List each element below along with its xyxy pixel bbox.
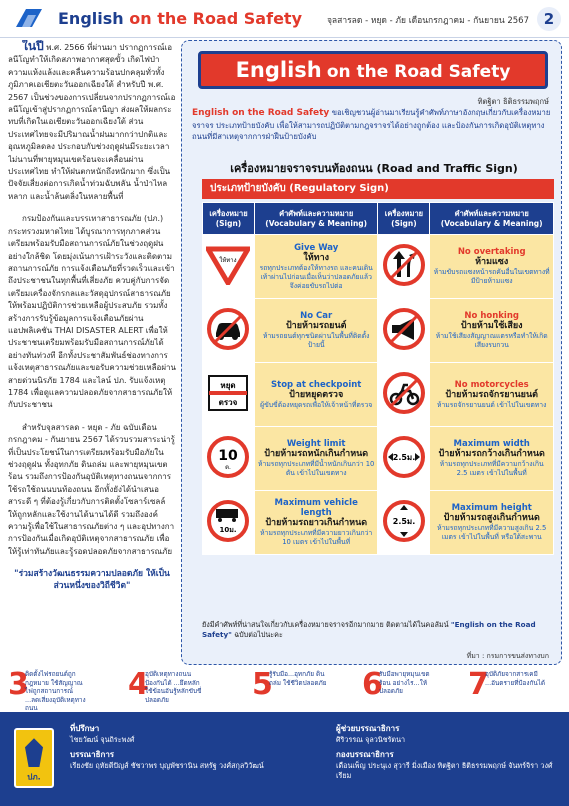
vocab-desc: ห้ามรถยนต์ทุกชนิดผ่านในพื้นที่ติดตั้งป้ายนี้	[262, 332, 370, 349]
vocab-en: Maximum vehicle length	[274, 498, 358, 518]
vocab-en: No Car	[300, 311, 333, 321]
vocab-en: Give Way	[294, 242, 339, 253]
svg-text:10ม.: 10ม.	[219, 525, 237, 534]
vocab-th: ป้ายห้ามรถกว้างเกินกำหนด	[438, 449, 545, 459]
maximum-length-sign-icon	[206, 499, 250, 543]
vocab-en: Weight limit	[286, 439, 346, 449]
col-vocab-header: คำศัพท์และความหมาย (Vocabulary & Meaning)	[430, 203, 554, 235]
table-row	[203, 235, 554, 299]
panel-intro: English on the Road Safety ขอเชิญชวนผู้อ่านมาเรียนรู้คำศัพท์ภาษาอังกฤษเกี่ยวกับเครื่องหมายจราจร ประเภทป้ายบังคับ เพื่อให้สามารถปฏิบัติตามกฎจราจรได้อย่างถูกต้อง และป้องกันการเกิดอุบัติเหตุทางถนนที่มีสาเหตุจากการฝ่าฝืนป้ายบังคับ	[192, 108, 551, 141]
table-row	[203, 491, 554, 555]
vocab-desc: ห้ามรถทุกประเภทที่มีความยาวเกินกว่า 10 เมตร เข้าไปในพื้นที่	[260, 529, 373, 546]
closing-note: ยังมีคำศัพท์ที่น่าสนใจเกี่ยวกับเครื่องหมายจราจรอีกมากมาย ติดตามได้ในคอลัมน์ "English on the Road Safety" ฉบับต่อไปนะคะ	[202, 620, 536, 639]
svg-text:2.5ม.: 2.5ม.	[392, 452, 416, 462]
svg-text:2.5ม.: 2.5ม.	[392, 516, 416, 526]
vocab-desc: ผู้ขับขี่ต้องหยุดรถเพื่อให้เจ้าหน้าที่ตรวจ	[260, 400, 373, 409]
author-byline: ทิตฐิตา ธิติธรรมพฤกษ์	[477, 97, 549, 106]
vocab-th: ป้ายห้ามรถสูงเกินกำหนด	[443, 513, 540, 523]
vocab-en: No overtaking	[457, 247, 526, 257]
no-motorcycles-sign-icon	[382, 371, 426, 415]
col-vocab-header: คำศัพท์และความหมาย (Vocabulary & Meaning)	[254, 203, 378, 235]
vocab-en: Maximum height	[451, 503, 532, 513]
intro-paragraph-2: กรมป้องกันและบรรเทาสาธารณภัย (ปภ.) กระทรวงมหาดไทย ได้บูรณาการทุกภาคส่วนเตรียมพร้อมรับมือสถานการณ์ภัยในช่วงฤดูฝนอย่างใกล้ชิด โดยมุ่งเน้นการเฝ้าระวังและติดตามสถานการณ์ภัย การแจ้งเตือนภัยที่รวดเร็วและเข้าถึงประชาชนในทุกพื้นที่เสี่ยงภัย ควบคู่กับการจัดเตรียมเครื่องจักรกลและวัสดุอุปกรณ์สาธารณภัยให้พร้อมปฏิบัติการช่วยเหลือผู้ประสบภัย รวมทั้งสร้างการรับรู้ข้อมูลการแจ้งเตือนภัยผ่านแอปพลิเคชัน THAI DISASTER ALERT เพื่อให้ประชาชนเตรียมพร้อมรับมือสถานการณ์ภัยได้อย่างทันท่วงที อีกทั้งประชาสัมพันธ์ช่องทางการแจ้งเหตุสาธารณภัยและขอรับความช่วยเหลือผ่านสายด่วนนิรภัย 1784 และไลน์ ปภ. รับแจ้งเหตุ 1784 เพื่อดูแลความปลอดภัยจากสาธารณภัยให้กับประชาชน	[8, 214, 176, 410]
source-credit: ที่มา : กรมการขนส่งทางบก	[466, 652, 549, 660]
tip-item[interactable]	[252, 668, 352, 712]
vocab-desc: ห้ามรถทุกประเภทที่มีน้ำหนักเกินกว่า 10 ตัน เข้าไปในเขตทาง	[258, 460, 375, 477]
svg-text:หยุด: หยุด	[220, 380, 237, 390]
table-row	[203, 299, 554, 363]
tip-item[interactable]	[468, 668, 561, 712]
vocab-en: Stop at checkpoint	[271, 379, 362, 390]
maximum-width-sign-icon	[382, 435, 426, 479]
no-car-sign-icon	[206, 307, 250, 351]
tip-text: รับมือพายุหมุนเขตร้อน อย่างไร...ให้ปลอดภัย	[379, 670, 430, 696]
tip-item[interactable]	[362, 668, 462, 712]
vocab-th: ให้ทาง	[303, 252, 330, 263]
signs-table	[202, 202, 554, 555]
weight-limit-sign-icon	[206, 435, 250, 479]
tip-text: ติดตั้งไฟรถยนต์ถูกกฎหมาย ใช้สัญญาณไฟถูกสถานการณ์ ...ลดเสี่ยงอุบัติเหตุทางถนน	[25, 670, 86, 713]
vocab-th: ป้ายห้ามรถยาวเกินกำหนด	[265, 518, 368, 528]
slogan-quote: "ร่วมสร้างวัฒนธรรมความปลอดภัย ให้เป็นส่วนหนึ่งของวิถีชีวิต"	[14, 569, 170, 592]
tip-text: อุบัติภัยจากสารเคมี ...อันตรายที่ป้องกันได้	[485, 670, 546, 687]
intro-paragraph-1: ในปี พ.ศ. 2566 ที่ผ่านมา ปรากฏการณ์เอลนีโญทำให้เกิดสภาพอากาศสุดขั้ว เกิดไฟป่า ความแห้งแล้งและคลื่นความร้อนปกคลุมทั่วทั้งภูมิภาคเอเชียตะวันออกเฉียงใต้ สำหรับปี พ.ศ. 2567 เป็นช่วงของการเปลี่ยนจากปรากฏการณ์เอลนีโญเข้าสู่ปรากฏการณ์ลานีญา ส่งผลให้ผลกระทบที่เกิดในเอเชียตะวันออกเฉียงใต้ ส่วนประเทศไทยจะมีปริมาณน้ำฝนมากกว่าปกติและอุณหภูมิลดลง ประกอบกับช่วงฤดูฝนมีระยะเวลาไม่นานที่พายุหมุนเขตร้อนจะเคลื่อนผ่านประเทศไทย ทำให้ฝนตกหนักถึงหนักมาก ซึ่งเป็นปัจจัยเสี่ยงต่อการเกิดน้ำท่วมฉับพลัน น้ำป่าไหลหลาก และน้ำล้นตลิ่งในหลายพื้นที่	[8, 40, 176, 201]
vocab-desc: ห้ามขับรถแซงหน้ารถคันอื่นในเขตทางที่มีป้ายห้ามแซง	[433, 268, 550, 285]
tip-number: 6	[362, 667, 383, 702]
brand-logo-icon	[14, 7, 44, 29]
intro-paragraph-3: สำหรับจุลสารลด - หยุด - ภัย ฉบับเดือนกรกฎาคม - กันยายน 2567 ได้รวบรวมสาระน่ารู้ที่เป็นประโยชน์ในการเตรียมพร้อมรับมือภัยในช่วงฤดูฝน ทั้งอุทกภัย ดินถล่ม และพายุหมุนเขตร้อน รวมถึงการป้องกันอุบัติเหตุทางถนนจากการใช้รถใช้ถนนบนท้องถนน อีกทั้งยังได้นำเสนอสาระดี ๆ ที่ต้องรู้เกี่ยวกับการติดตั้งโซลาร์เซลล์ ให้ถูกหลักและใช้งานได้นานได้ดี รวมถึงองค์ความรู้เพื่อใช้ในสาธารณภัยต่าง ๆ และอุปทางกาการป้องกันเมื่อเกิดอุบัติเหตุจากสาธารณภัย เพื่อให้รู้เท่าทันภัยและรู้รอดปลอดภัยจากสาธารณภัย	[8, 422, 175, 556]
tip-text: รู้รับมือ...อุทกภัย ดินถล่ม ใช้ชีวิตปลอดภัย	[269, 670, 327, 687]
svg-text:ตรวจ: ตรวจ	[219, 397, 238, 407]
credits-left: ที่ปรึกษา ไชยวัฒน์ จุนถิระพงศ์ บรรณาธิการ เรียงชัย ฤทัยตีปัญส์ ชัชวาพร บุญพัชรานิน สหรัฐ วงศ์สกุลวิวัฒน์	[70, 724, 264, 770]
svg-text:10: 10	[218, 447, 239, 464]
section-title: เครื่องหมายจราจรบนท้องถนน (Road and Traffic Sign)	[204, 159, 544, 181]
intro-column	[8, 40, 176, 660]
svg-text:ให้ทาง: ให้ทาง	[219, 256, 238, 264]
sign-category-title: ประเภทป้ายบังคับ (Regulatory Sign)	[202, 179, 554, 199]
vocab-desc: ห้ามใช้เสียงสัญญาณแตรหรือทำให้เกิดเสียงรบกวน	[435, 332, 548, 349]
vocab-th: ห้ามแซง	[475, 257, 509, 267]
stop-checkpoint-sign-icon	[206, 373, 250, 413]
page-number: 2	[537, 7, 561, 31]
vocab-desc: ห้ามรถจักรยานยนต์ เข้าไปในเขตทาง	[436, 400, 547, 409]
credits-right: ผู้ช่วยบรรณาธิการ ศิริวรรณ จุลวนิชรัตนา กองบรรณาธิการ เดือนเพ็ญ ประนุเง สุวารี มิ่งเมือง ทิตฐิตา ธิติธรรมพฤกษ์ จันทร์จิรา วงศ์เรียม	[336, 724, 553, 780]
road-safety-panel	[181, 40, 562, 665]
panel-banner: English on the Road Safety	[198, 51, 548, 89]
tips-strip	[8, 668, 561, 712]
vocab-en: No motorcycles	[454, 379, 529, 390]
tip-number: 4	[128, 667, 149, 702]
svg-text:ปภ.: ปภ.	[27, 771, 41, 782]
table-row	[203, 363, 554, 427]
vocab-en: Maximum width	[453, 439, 530, 449]
col-sign-header: เครื่องหมาย (Sign)	[203, 203, 255, 235]
tip-number: 5	[252, 667, 273, 702]
vocab-desc: ห้ามรถทุกประเภทที่มีความสูงเกิน 2.5 เมตร เข้าไปในพื้นที่ หรือใต้สะพาน	[437, 524, 547, 541]
tip-item[interactable]	[8, 668, 116, 712]
header-title: English on the Road Safety	[58, 9, 302, 28]
vocab-th: ป้ายหยุดตรวจ	[289, 389, 344, 400]
svg-text:ต.: ต.	[225, 463, 232, 471]
maximum-height-sign-icon	[382, 499, 426, 543]
page-header	[0, 0, 569, 38]
vocab-th: ป้ายห้ามรถยนต์	[285, 321, 347, 331]
no-honking-sign-icon	[382, 307, 426, 351]
tip-number: 3	[8, 667, 29, 702]
table-header-row	[203, 203, 554, 235]
no-overtaking-sign-icon	[382, 243, 426, 287]
tip-item[interactable]	[128, 668, 236, 712]
issue-label: จุลสารลด - หยุด - ภัย เดือนกรกฎาคม - กันยายน 2567	[326, 16, 529, 26]
tip-number: 7	[468, 667, 489, 702]
tip-text: อุบัติเหตุทางถนนป้องกันได้ ...ยึดหลักใช้ข้อนอันรู้หลักขับขี่ปลอดภัย	[145, 670, 202, 704]
vocab-th: ป้ายห้ามใช้เสียง	[460, 321, 523, 331]
vocab-en: No honking	[464, 311, 519, 321]
give-way-sign-icon	[206, 245, 250, 285]
credits-footer	[0, 712, 569, 806]
vocab-desc: ห้ามรถทุกประเภทที่มีความกว้างเกิน 2.5 เมตร เข้าไปในพื้นที่	[439, 460, 544, 477]
dpm-emblem-icon	[14, 728, 54, 788]
vocab-desc: รถทุกประเภทต้องให้ทางรถ และคนเดินเท้าผ่านไปก่อนเมื่อเห็นว่าปลอดภัยแล้ว จึงค่อยขับรถไปต่อ	[259, 263, 373, 290]
vocab-th: ป้ายห้ามรถจักรยานยนต์	[445, 389, 538, 400]
col-sign-header: เครื่องหมาย (Sign)	[378, 203, 430, 235]
table-row	[203, 427, 554, 491]
vocab-th: ป้ายห้ามรถหนักเกินกำหนด	[264, 449, 369, 459]
